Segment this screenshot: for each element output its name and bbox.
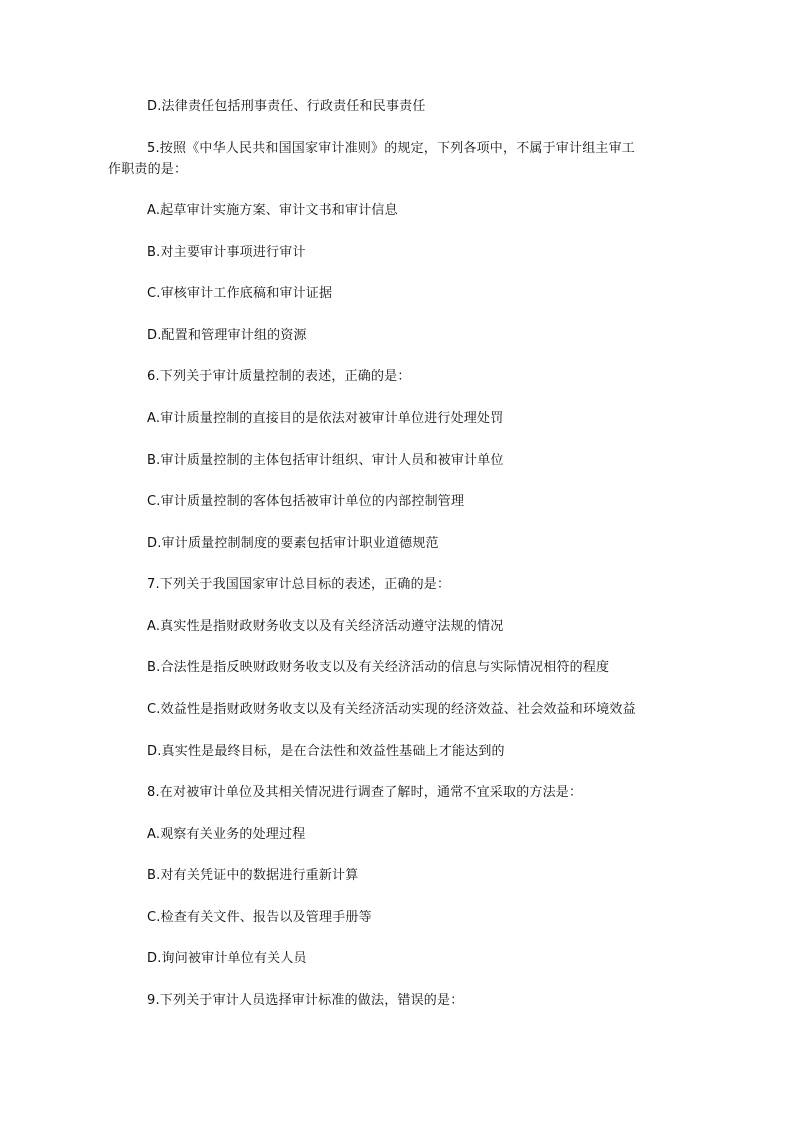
option-c-q6: C.审计质量控制的客体包括被审计单位的内部控制管理	[147, 494, 465, 509]
option-a-q8: A.观察有关业务的处理过程	[147, 827, 306, 842]
question-7: 7.下列关于我国国家审计总目标的表述，正确的是：	[147, 577, 451, 592]
option-d-q8: D.询问被审计单位有关人员	[147, 951, 307, 966]
question-5-line-1: 5.按照《中华人民共和国国家审计准则》的规定，下列各项中，不属于审计组主审工	[147, 141, 636, 156]
option-c-q5: C.审核审计工作底稿和审计证据	[147, 286, 333, 301]
question-9: 9.下列关于审计人员选择审计标准的做法，错误的是：	[147, 993, 464, 1008]
option-c-q7: C.效益性是指财政财务收支以及有关经济活动实现的经济效益、社会效益和环境效益	[147, 702, 636, 717]
option-a-q6: A.审计质量控制的直接目的是依法对被审计单位进行处理处罚	[147, 411, 504, 426]
option-b-q8: B.对有关凭证中的数据进行重新计算	[147, 868, 359, 883]
option-d-q5: D.配置和管理审计组的资源	[147, 328, 307, 343]
option-a-q5: A.起草审计实施方案、审计文书和审计信息	[147, 203, 398, 218]
question-5-line-2: 作职责的是：	[108, 162, 188, 177]
option-c-q8: C.检查有关文件、报告以及管理手册等	[147, 910, 372, 925]
option-a-q7: A.真实性是指财政财务收支以及有关经济活动遵守法规的情况	[147, 619, 504, 634]
option-b-q6: B.审计质量控制的主体包括审计组织、审计人员和被审计单位	[147, 453, 504, 468]
option-d-q4: D.法律责任包括刑事责任、行政责任和民事责任	[147, 99, 426, 114]
question-8: 8.在对被审计单位及其相关情况进行调查了解时，通常不宜采取的方法是：	[147, 785, 583, 800]
option-b-q7: B.合法性是指反映财政财务收支以及有关经济活动的信息与实际情况相符的程度	[147, 660, 610, 675]
question-6: 6.下列关于审计质量控制的表述，正确的是：	[147, 369, 411, 384]
option-b-q5: B.对主要审计事项进行审计	[147, 245, 306, 260]
option-d-q6: D.审计质量控制制度的要素包括审计职业道德规范	[147, 536, 439, 551]
option-d-q7: D.真实性是最终目标，是在合法性和效益性基础上才能达到的	[147, 744, 505, 759]
